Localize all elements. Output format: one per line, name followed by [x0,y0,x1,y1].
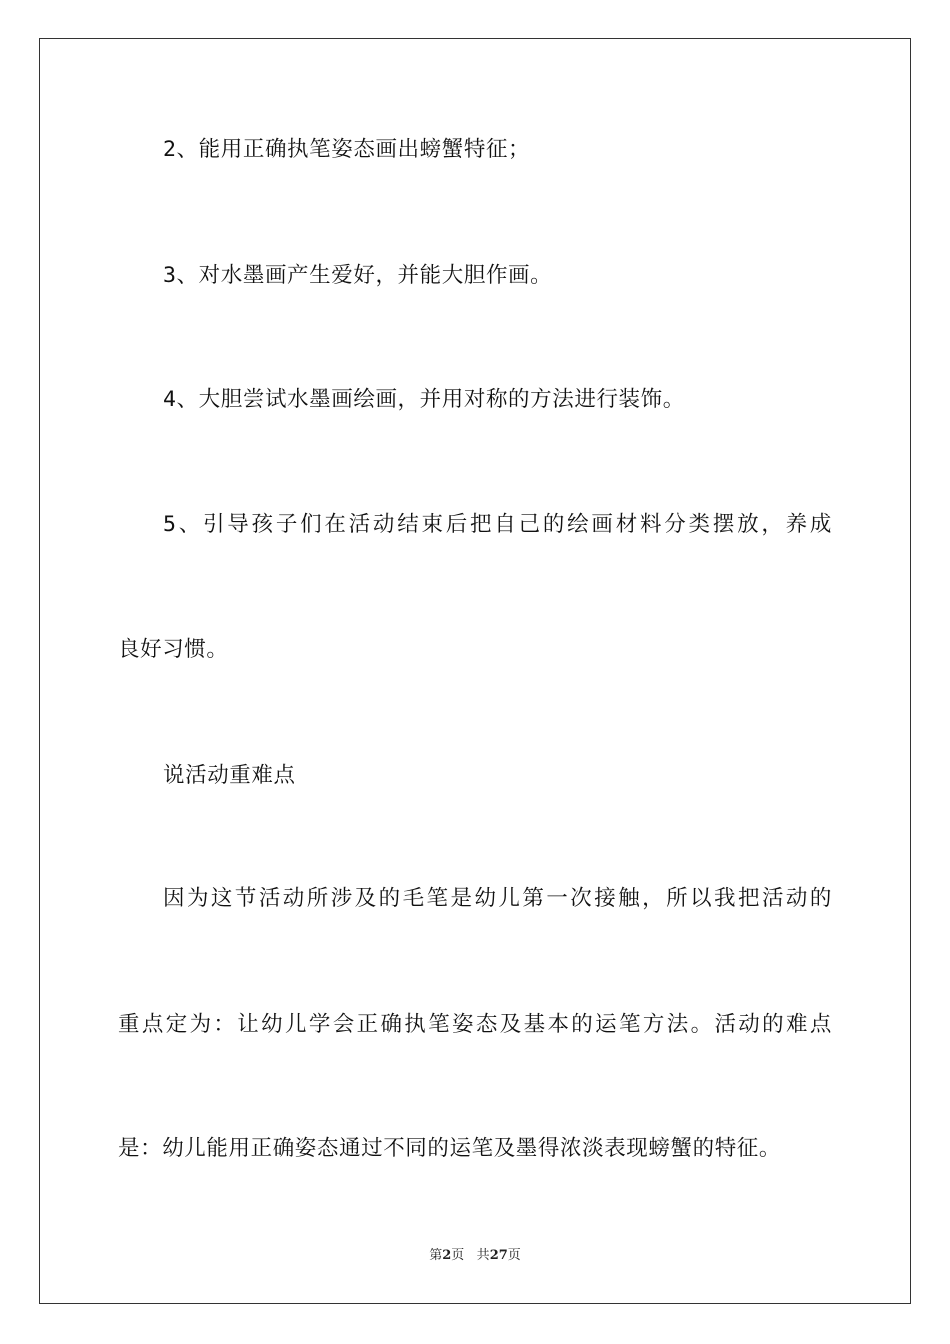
footer-total-suffix: 页 [507,1248,521,1263]
page-footer [0,1247,950,1265]
paragraph-objective-2: 2、能用正确执笔姿态画出螃蟹特征； [163,137,531,162]
footer-total-prefix: 共 [476,1248,490,1263]
paragraph-objective-3: 3、对水墨画产生爱好，并能大胆作画。 [163,263,553,288]
footer-current-page: 2 [442,1248,452,1263]
footer-page-word: 页 [451,1248,465,1263]
paragraph-objective-5-line-2: 良好习惯。 [118,637,229,662]
footer-prefix: 第 [429,1248,443,1263]
paragraph-key-points-line-2: 重点定为：让幼儿学会正确执笔姿态及基本的运笔方法。活动的难点 [118,1012,832,1037]
page-border [39,38,911,1304]
paragraph-key-points-line-3: 是：幼儿能用正确姿态通过不同的运笔及墨得浓淡表现螃蟹的特征。 [118,1136,782,1161]
paragraph-objective-4: 4、大胆尝试水墨画绘画，并用对称的方法进行装饰。 [163,387,685,412]
footer-total-pages: 27 [489,1248,508,1263]
paragraph-objective-5-line-1: 5、引导孩子们在活动结束后把自己的绘画材料分类摆放，养成 [163,512,832,537]
section-heading-key-points: 说活动重难点 [163,763,296,788]
paragraph-key-points-line-1: 因为这节活动所涉及的毛笔是幼儿第一次接触，所以我把活动的 [163,886,832,911]
